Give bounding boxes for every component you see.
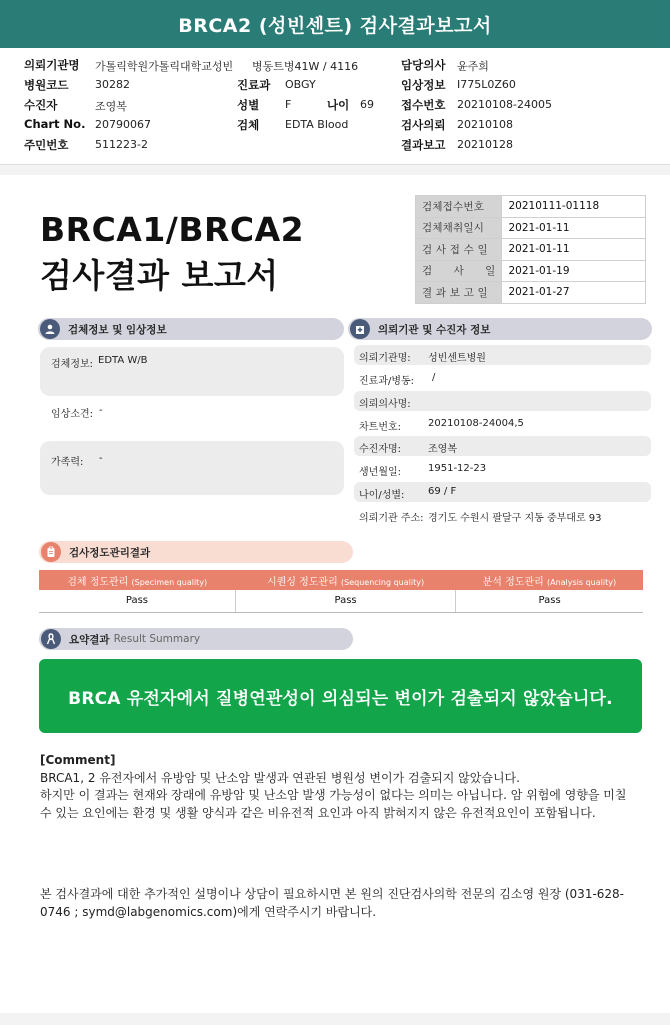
- institution-key: 의뢰기관명:: [359, 353, 411, 364]
- table-row: [416, 217, 646, 239]
- specimen-section-title: 검체정보 및 임상정보: [68, 323, 167, 336]
- comment-line: BRCA1, 2 유전자에서 유방암 및 난소암 발생과 연관된 병원성 변이가 검출되지 않았습니다.: [40, 770, 520, 785]
- institution-value: 경기도 수원시 팔달구 지동 중부대로 93: [428, 513, 602, 524]
- summary-section-header: [39, 628, 353, 650]
- institution-key: 의뢰기관 주소:: [359, 513, 424, 524]
- quality-section-header: [39, 541, 353, 563]
- table-key: 결 과 보 고 일: [416, 282, 502, 304]
- table-row: [416, 282, 646, 304]
- meta-value: 윤주희: [457, 60, 489, 73]
- table-header-row: [39, 570, 643, 590]
- report-title-bar: [0, 0, 670, 48]
- meta-value: 20790067: [95, 118, 151, 131]
- meta-label: 의뢰기관명: [24, 58, 80, 72]
- column-header: [39, 570, 235, 590]
- institution-value: /: [432, 372, 436, 383]
- report-heading-line2: 검사결과 보고서: [40, 256, 279, 295]
- meta-label: 접수번호: [401, 98, 446, 112]
- meta-value: 20210108-24005: [457, 98, 552, 111]
- table-key: 검 사 일: [416, 260, 502, 282]
- meta-label: 주민번호: [24, 138, 69, 152]
- result-summary-text: BRCA 유전자에서 질병연관성이 의심되는 변이가 검출되지 않았습니다.: [68, 688, 613, 709]
- meta-label: 임상정보: [401, 78, 446, 92]
- institution-key: 진료과/병동:: [359, 376, 415, 387]
- meta-label: 나이: [327, 98, 350, 112]
- family-history-box: [40, 441, 344, 495]
- report-heading: [40, 207, 304, 299]
- column-header-ko: 시퀀싱 정도관리: [267, 576, 338, 588]
- summary-section-subtitle: Result Summary: [113, 633, 201, 645]
- column-header-en: (Specimen quality): [131, 577, 208, 587]
- meta-value: I775L0Z60: [457, 78, 516, 91]
- comment-block: [40, 752, 640, 822]
- summary-section-title: 요약결과: [69, 633, 110, 646]
- specimen-section-header: [38, 318, 344, 340]
- institution-key: 나이/성별:: [359, 490, 405, 501]
- institution-key: 수진자명:: [359, 444, 402, 455]
- meta-value: 가톨릭학원가톨릭대학교성빈: [95, 60, 234, 73]
- institution-key: 차트번호:: [359, 422, 402, 433]
- column-header-en: (Sequencing quality): [341, 577, 425, 587]
- specimen-value: EDTA W/B: [98, 355, 148, 366]
- institution-value: 성빈센트병원: [428, 353, 486, 364]
- quality-result: Pass: [39, 590, 235, 612]
- meta-label: 검사의뢰: [401, 118, 446, 132]
- meta-label: 병원코드: [24, 78, 69, 92]
- family-value: -: [99, 453, 103, 464]
- clinical-value: -: [99, 405, 103, 416]
- column-header-ko: 분석 정도관리: [482, 576, 544, 588]
- report-title: BRCA2 (성빈센트) 검사결과보고서: [178, 14, 492, 37]
- result-summary-banner: [39, 659, 642, 733]
- quality-table: [39, 570, 643, 613]
- meta-label: 진료과: [237, 78, 271, 92]
- meta-value: F: [285, 98, 292, 111]
- comment-line: 하지만 이 결과는 현재와 장래에 유방암 및 난소암 발생 가능성이 없다는 의미는 아닙니다. 암 위험에 영향을 미칠 수 있는 요인에는 환경 및 생활 양식과 같은 비유전적 요인과 아직 밝혀지지 않은 유전적요인이 포함됩니다.: [40, 788, 627, 820]
- meta-value: 69: [360, 98, 374, 111]
- table-value: 2021-01-11: [502, 217, 646, 239]
- quality-result: Pass: [456, 590, 643, 612]
- table-row: [39, 590, 643, 612]
- report-sheet: [0, 175, 670, 1013]
- table-row: [416, 239, 646, 261]
- clinical-label: 임상소견:: [51, 409, 94, 420]
- meta-value: 511223-2: [95, 138, 148, 151]
- table-value: 2021-01-27: [502, 282, 646, 304]
- comment-heading: [Comment]: [40, 753, 116, 767]
- meta-value: 병동트병41W / 4116: [252, 60, 359, 73]
- meta-value: 30282: [95, 78, 130, 91]
- institution-value: 69 / F: [428, 486, 457, 497]
- table-key: 검 사 접 수 일: [416, 239, 502, 261]
- institution-value: 20210108-24004,5: [428, 418, 524, 429]
- meta-label: Chart No.: [24, 117, 86, 131]
- contact-note: 본 검사결과에 대한 추가적인 설명이나 상담이 필요하시면 본 원의 진단검사의학 전문의 김소영 원장 (031-628-0746 ; symd@labgenomics.com)에게 연락주시기 바랍니다.: [40, 887, 625, 919]
- hospital-icon: [350, 319, 370, 339]
- institution-key: 의뢰의사명:: [359, 399, 411, 410]
- table-row: [416, 260, 646, 282]
- quality-section-title: 검사정도관리결과: [69, 546, 151, 559]
- meta-value: 20210128: [457, 138, 513, 151]
- column-header-en: (Analysis quality): [546, 577, 617, 587]
- column-header: [456, 570, 643, 590]
- family-label: 가족력:: [51, 457, 84, 468]
- meta-header: [0, 48, 670, 165]
- institution-key: 생년월일:: [359, 467, 402, 478]
- sample-info-table: [415, 195, 646, 304]
- table-value: 2021-01-19: [502, 260, 646, 282]
- meta-label: 성별: [237, 98, 260, 112]
- column-header: [235, 570, 455, 590]
- table-key: 검체채취일시: [416, 217, 502, 239]
- quality-result: Pass: [235, 590, 455, 612]
- table-value: 2021-01-11: [502, 239, 646, 261]
- meta-value: EDTA Blood: [285, 118, 349, 131]
- meta-value: 20210108: [457, 118, 513, 131]
- meta-label: 검체: [237, 118, 260, 132]
- table-value: 20210111-01118: [502, 196, 646, 218]
- meta-label: 결과보고: [401, 138, 446, 152]
- meta-value: OBGY: [285, 78, 316, 91]
- specimen-label: 검체정보:: [51, 359, 94, 370]
- meta-label: 수진자: [24, 98, 58, 112]
- institution-section-title: 의뢰기관 및 수진자 정보: [378, 323, 491, 336]
- column-header-ko: 검체 정도관리: [67, 576, 129, 588]
- institution-value: 1951-12-23: [428, 463, 487, 474]
- patient-icon: [40, 319, 60, 339]
- report-heading-line1: BRCA1/BRCA2: [40, 210, 305, 249]
- institution-value: 조영복: [428, 444, 457, 455]
- institution-section-header: [348, 318, 652, 340]
- meta-label: 담당의사: [401, 58, 446, 72]
- table-row: [416, 196, 646, 218]
- ribbon-icon: [41, 629, 61, 649]
- meta-value: 조영복: [95, 100, 127, 113]
- clipboard-icon: [41, 542, 61, 562]
- table-key: 검체접수번호: [416, 196, 502, 218]
